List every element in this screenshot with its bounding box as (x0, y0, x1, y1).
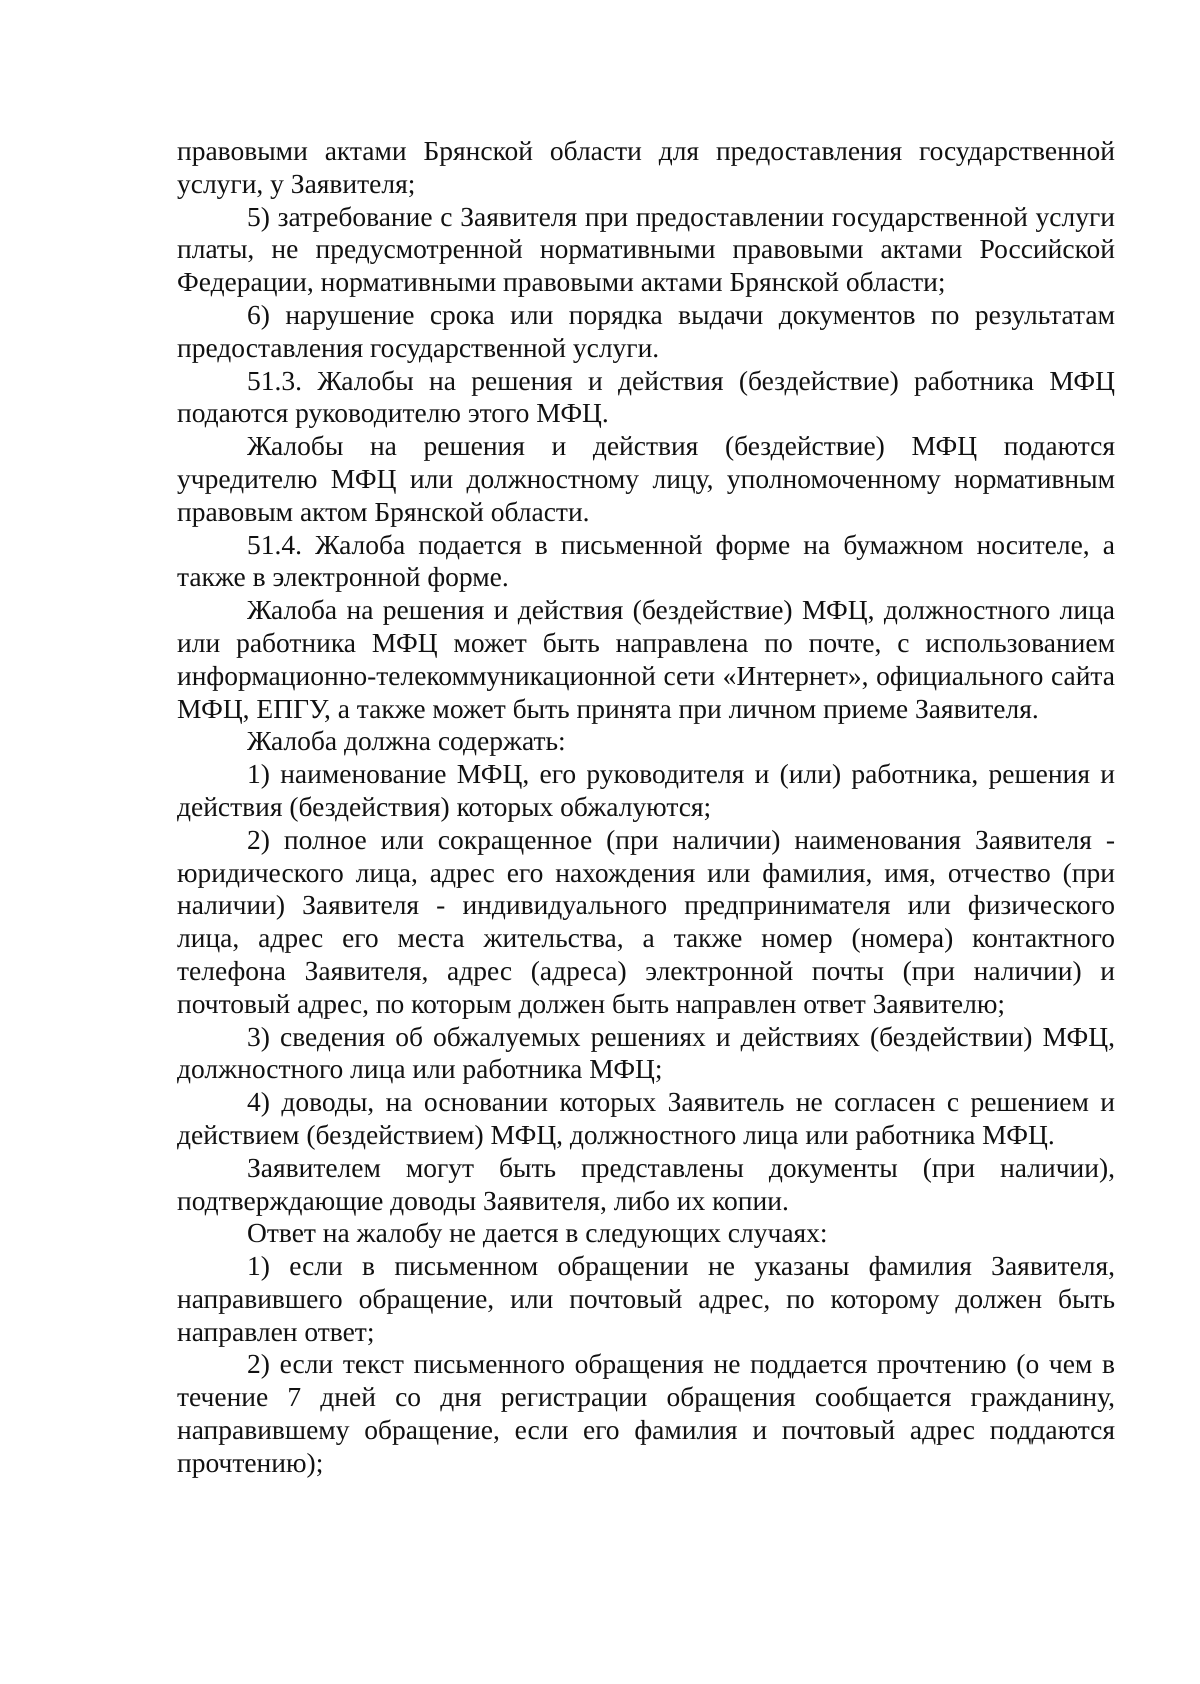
paragraph-supporting-documents: Заявителем могут быть представлены документы (при наличии), подтверждающие доводы Заявителя, либо их копии. (177, 1151, 1115, 1216)
document-body (177, 135, 1115, 1480)
paragraph-item-5: 5) затребование с Заявителя при предоставлении государственной услуги платы, не предусмотренной нормативными правовыми актами Российской Федерации, нормативными правовыми актами Брянской области; (177, 200, 1115, 298)
paragraph-complaints-mfc: Жалобы на решения и действия (бездействие) МФЦ подаются учредителю МФЦ или должностному лицу, уполномоченному нормативным правовым актом Брянской области. (177, 430, 1115, 527)
paragraph-contents-item-3: 3) сведения об обжалуемых решениях и действиях (бездействии) МФЦ, должностного лица или работника МФЦ; (177, 1020, 1115, 1085)
paragraph-item-6: 6) нарушение срока или порядка выдачи документов по результатам предоставления государственной услуги. (177, 298, 1115, 363)
paragraph-complaint-contents-intro: Жалоба должна содержать: (247, 725, 566, 757)
paragraph-no-answer-item-1: 1) если в письменном обращении не указаны фамилия Заявителя, направившего обращение, или почтовый адрес, по которому должен быть направлен ответ; (177, 1250, 1115, 1347)
paragraph-continuation: правовыми актами Брянской области для предоставления государственной услуги, у Заявителя; (177, 135, 1115, 199)
paragraph-contents-item-4: 4) доводы, на основании которых Заявитель не согласен с решением и действием (бездействием) МФЦ, должностного лица или работника МФЦ. (177, 1086, 1115, 1150)
paragraph-contents-item-2: 2) полное или сокращенное (при наличии) наименования Заявителя - юридического лица, адрес его нахождения или фамилия, имя, отчество (при наличии) Заявителя - индивидуального предпринимателя или физического лица, адрес его места жительства, а также номер (номера) контактного телефона Заявителя, адрес (адреса) электронной почты (при наличии) и почтовый адрес, по которым должен быть направлен ответ Заявителю; (177, 823, 1115, 1019)
paragraph-51-3: 51.3. Жалобы на решения и действия (бездействие) работника МФЦ подаются руководителю этого МФЦ. (177, 364, 1115, 429)
paragraph-complaint-delivery: Жалоба на решения и действия (бездействие) МФЦ, должностного лица или работника МФЦ может быть направлена по почте, с использованием информационно-телекоммуникационной сети «Интернет», официального сайта МФЦ, ЕПГУ, а также может быть принята при личном приеме Заявителя. (177, 594, 1115, 724)
paragraph-no-answer-item-2: 2) если текст письменного обращения не поддается прочтению (о чем в течение 7 дней со дня регистрации обращения сообщается гражданину, направившему обращение, если его фамилия и почтовый адрес поддаются прочтению); (177, 1348, 1115, 1478)
paragraph-contents-item-1: 1) наименование МФЦ, его руководителя и (или) работника, решения и действия (бездействия) которых обжалуются; (177, 758, 1115, 822)
paragraph-no-answer-intro: Ответ на жалобу не дается в следующих случаях: (247, 1217, 828, 1249)
paragraph-51-4: 51.4. Жалоба подается в письменной форме на бумажном носителе, а также в электронной форме. (177, 528, 1115, 593)
